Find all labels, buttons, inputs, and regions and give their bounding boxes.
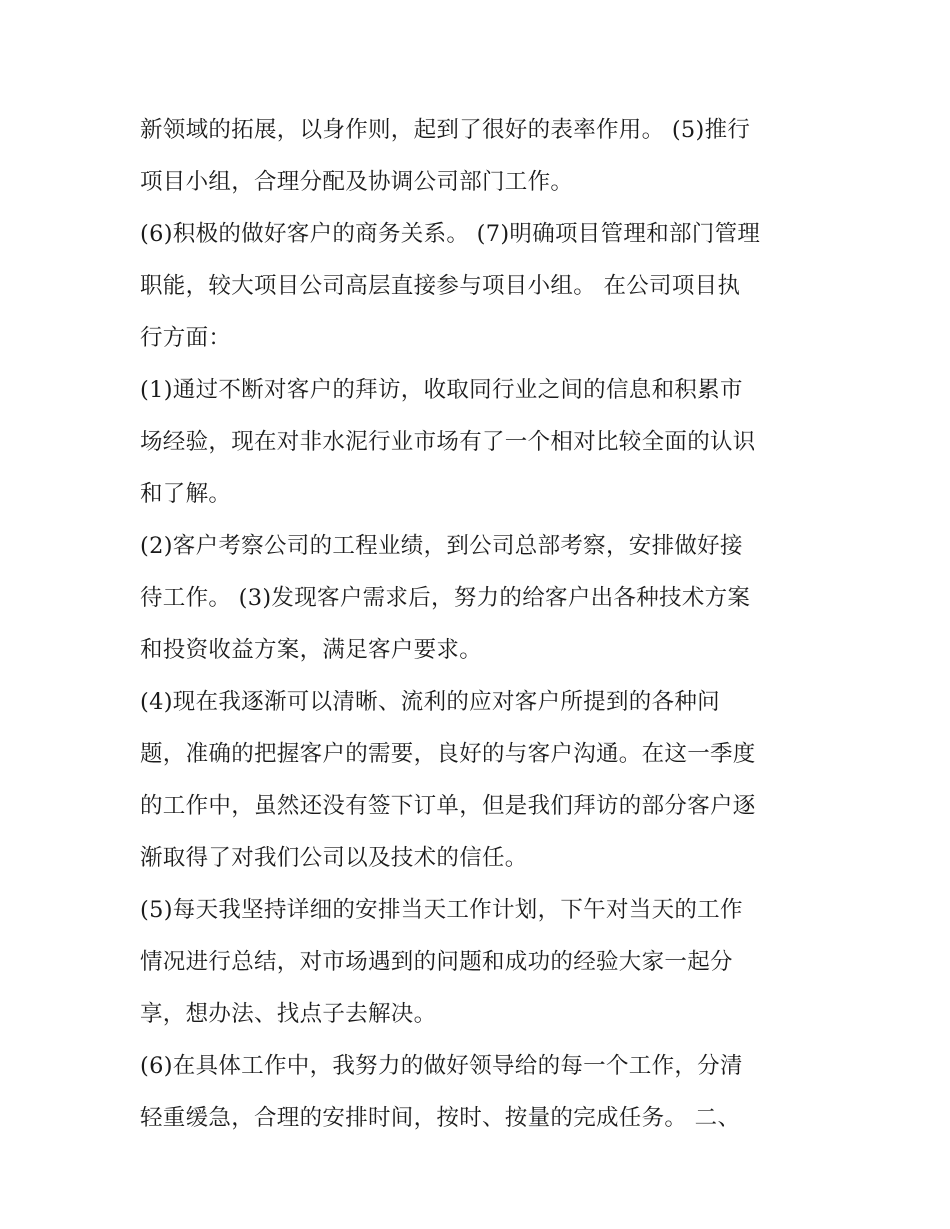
text-line: 职能，较大项目公司高层直接参与项目小组。 在公司项目执 — [140, 273, 741, 299]
text-line: (6)积极的做好客户的商务关系。 (7)明确项目管理和部门管理 — [140, 221, 761, 247]
text-line: (2)客户考察公司的工程业绩，到公司总部考察，安排做好接 — [140, 533, 743, 559]
text-line: 轻重缓急，合理的安排时间，按时、按量的完成任务。 二、 — [140, 1105, 741, 1131]
text-line: 场经验，现在对非水泥行业市场有了一个相对比较全面的认识 — [140, 429, 756, 455]
text-line: 渐取得了对我们公司以及技术的信任。 — [140, 845, 528, 871]
text-line: (6)在具体工作中，我努力的做好领导给的每一个工作，分清 — [140, 1053, 743, 1079]
text-line: 的工作中，虽然还没有签下订单，但是我们拜访的部分客户逐 — [140, 793, 756, 819]
text-line: 行方面： — [140, 325, 232, 351]
text-line: 和投资收益方案，满足客户要求。 — [140, 637, 483, 663]
document-body — [140, 104, 820, 1144]
text-line: 享，想办法、找点子去解决。 — [140, 1001, 437, 1027]
text-line: 新领域的拓展，以身作则，起到了很好的表率作用。 (5)推行 — [140, 117, 751, 143]
text-line: (4)现在我逐渐可以清晰、流利的应对客户所提到的各种问 — [140, 689, 720, 715]
text-line: 待工作。 (3)发现客户需求后，努力的给客户出各种技术方案 — [140, 585, 751, 611]
text-line: 项目小组，合理分配及协调公司部门工作。 — [140, 169, 574, 195]
text-line: 和了解。 — [140, 481, 232, 507]
text-line: 题，准确的把握客户的需要，良好的与客户沟通。在这一季度 — [140, 741, 756, 767]
text-line: 情况进行总结，对市场遇到的问题和成功的经验大家一起分 — [140, 949, 733, 975]
text-line: (1)通过不断对客户的拜访，收取同行业之间的信息和积累市 — [140, 377, 743, 403]
text-line: (5)每天我坚持详细的安排当天工作计划，下午对当天的工作 — [140, 897, 743, 923]
